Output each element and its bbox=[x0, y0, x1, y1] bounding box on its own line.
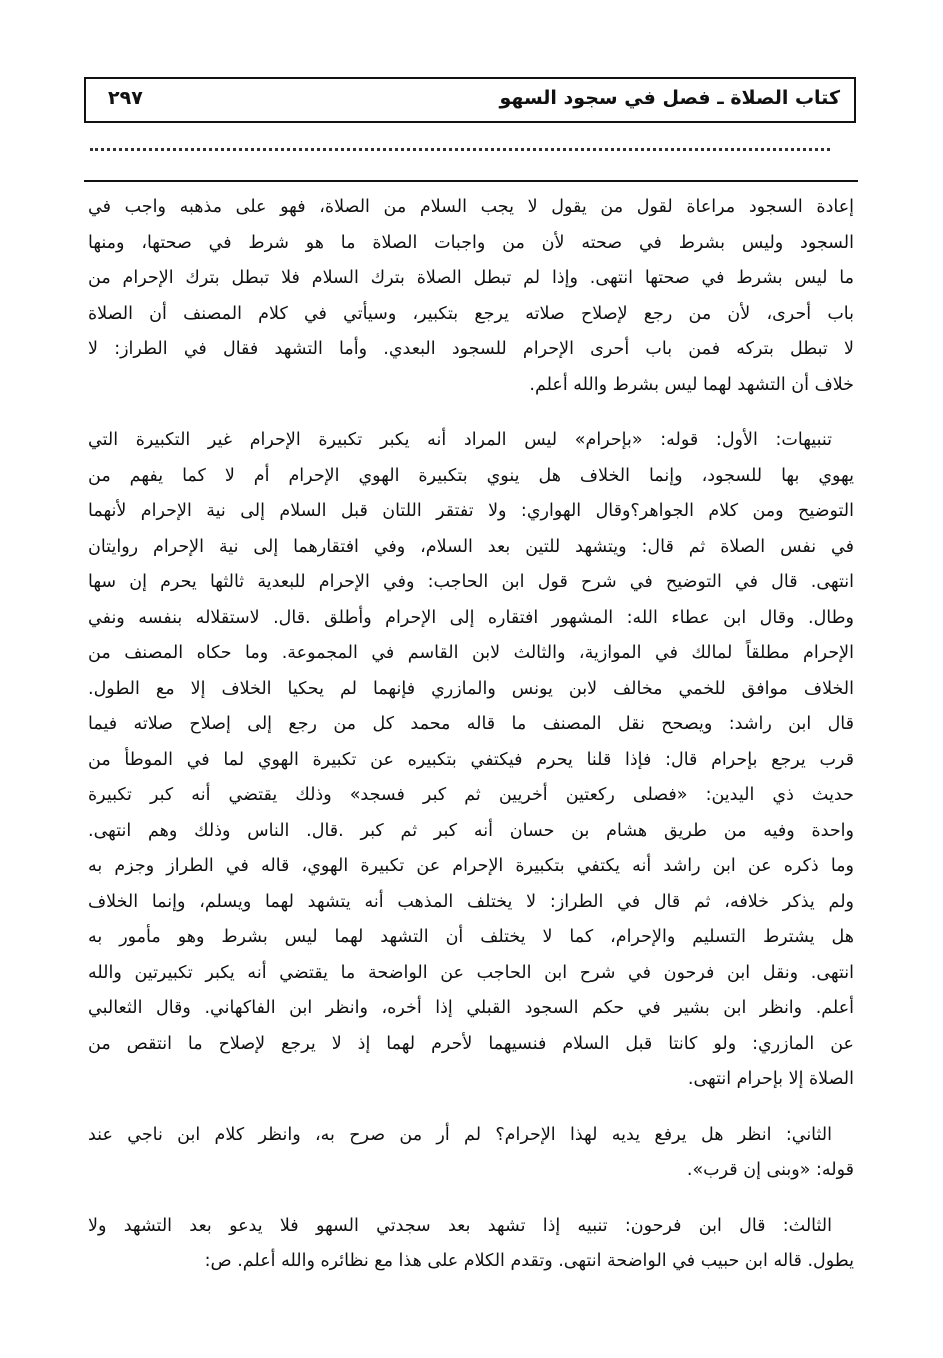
text-line: يطول. قاله ابن حبيب في الواضحة انتهى. وتقدم الكلام على هذا مع نظائره والله أعلم. ص: bbox=[204, 1251, 854, 1271]
text-line: الثاني: انظر هل يرفع يديه لهذا الإحرام؟ لم أر من صرح به، وانظر كلام ابن ناجي عند bbox=[88, 1124, 832, 1145]
text-line: قرب يرجع بإحرام قال: فإذا قلنا يحرم فيكتفي بتكبيره عن تكبيرة الهوي لما في الموطأ من bbox=[88, 749, 854, 770]
text-line: تنبيهات: الأول: قوله: «بإحرام» ليس المراد أنه يكبر تكبيرة الإحرام غير التكبيرة التي bbox=[88, 430, 832, 450]
text-line: انتهى. ونقل ابن فرحون في شرح ابن الحاجب عن الواضحة ما يقتضي أنه يكبر تكبيرتين والله bbox=[88, 962, 854, 983]
text-line: خلاف أن التشهد لهما ليس بشرط والله أعلم. bbox=[529, 374, 854, 395]
dotted-separator bbox=[90, 148, 830, 155]
text-line: ما ليس بشرط في صحتها انتهى. وإذا لم تبطل الصلاة بترك السلام فلا تبطل بترك الإحرام من bbox=[88, 268, 854, 288]
text-line: لا تبطل بتركه فمن باب أحرى الإحرام للسجود البعدي. وأما التشهد فقال في الطراز: لا bbox=[88, 339, 854, 359]
text-line: واحدة وفيه من طريق هشام بن حسان أنه كبر ثم كبر .قال. الناس وذلك وهم انتهى. bbox=[88, 820, 854, 841]
text-line: حديث ذي اليدين: «فصلى ركعتين أخريين ثم كبر فسجد» وذلك يقتضي أنه كبر تكبيرة bbox=[88, 785, 854, 805]
paragraph bbox=[88, 1118, 854, 1189]
text-line: إعادة السجود مراعاة لقول من يقول لا يجب السلام من الصلاة، فهو على مذهبه واجب في bbox=[88, 197, 854, 217]
running-title: كتاب الصلاة ـ فصل في سجود السهو bbox=[499, 87, 840, 109]
page-body bbox=[88, 190, 854, 1300]
text-line: الإحرام مطلقاً لمالك في الموازية، والثالث لابن القاسم في المجموعة. وما حكاه المصنف من bbox=[88, 643, 854, 663]
text-line: يهوي بها للسجود، وإنما الخلاف هل ينوي بتكبيرة الهوي الإحرام أم لا كما يفهم من bbox=[88, 465, 854, 486]
text-line: انتهى. قال في التوضيح في شرح قول ابن الحاجب: وفي الإحرام للبعدية ثالثها يحرم إن سها bbox=[88, 572, 854, 592]
text-line: باب أحرى، لأن من رجع لإصلاح صلاته يرجع بتكبير، وسيأتي في كلام المصنف أن الصلاة bbox=[88, 303, 854, 324]
text-line: ولم يذكر خلافه، ثم قال في الطراز: لا يختلف المذهب أنه يتشهد لهما ويسلم، وإنما الخلاف bbox=[88, 891, 854, 912]
text-line: الخلاف موافق للخمي مخالف لابن يونس والمازري فإنهما لم يحكيا الخلاف إلا مع الطول. bbox=[88, 678, 854, 699]
running-header bbox=[84, 77, 856, 123]
text-line: قوله: «وبنى إن قرب». bbox=[686, 1160, 854, 1180]
text-line: وطال. وقال ابن عطاء الله: المشهور افتقاره إلى الإحرام وأطلق .قال. لاستقلاله بنفسه ونفي bbox=[88, 607, 854, 628]
text-line: قال ابن راشد: ويصحح نقل المصنف ما قاله محمد كل من رجع إلى إصلاح صلاته فيما bbox=[88, 714, 854, 734]
paragraph bbox=[88, 423, 854, 1098]
text-line: السجود وليس بشرط في صحته لأن من واجبات الصلاة ما هو شرط في صحتها، ومنها bbox=[88, 232, 854, 253]
text-line: وما ذكره عن ابن راشد أنه يكتفي بتكبيرة الإحرام عن تكبيرة الهوي، قاله في الطراز وجزم به bbox=[88, 856, 854, 876]
text-line: الثالث: قال ابن فرحون: تنبيه إذا تشهد بعد سجدتي السهو فلا يدعو بعد التشهد ولا bbox=[88, 1215, 832, 1236]
text-line: هل يشترط التسليم والإحرام، كما لا يختلف أن التشهد لهما ليس بشرط وهو مأمور به bbox=[88, 927, 854, 947]
text-line: في نفس الصلاة ثم قال: ويتشهد للتين بعد السلام، وفي افتقارهما إلى نية الإحرام روايتان bbox=[88, 536, 854, 557]
text-line: أعلم. وانظر ابن بشير في حكم السجود القبلي إذا أخره، وانظر ابن الفاكهاني. وقال الثعالبي bbox=[88, 998, 854, 1018]
text-line: عن المازري: ولو كانتا قبل السلام فنسيهما لأحرم لهما إذ لا يرجع لإصلاح ما انتقص من bbox=[88, 1033, 854, 1054]
horizontal-rule bbox=[84, 180, 858, 182]
paragraph bbox=[88, 1209, 854, 1280]
text-line: التوضيح ومن كلام الجواهر؟وقال الهواري: ولا تفتقر اللتان قبل السلام إلى نية الإحرام لأنهما bbox=[88, 501, 854, 521]
page-number: ٢٩٧ bbox=[108, 87, 143, 109]
paragraph bbox=[88, 190, 854, 403]
text-line: الصلاة إلا بإحرام انتهى. bbox=[687, 1069, 854, 1089]
